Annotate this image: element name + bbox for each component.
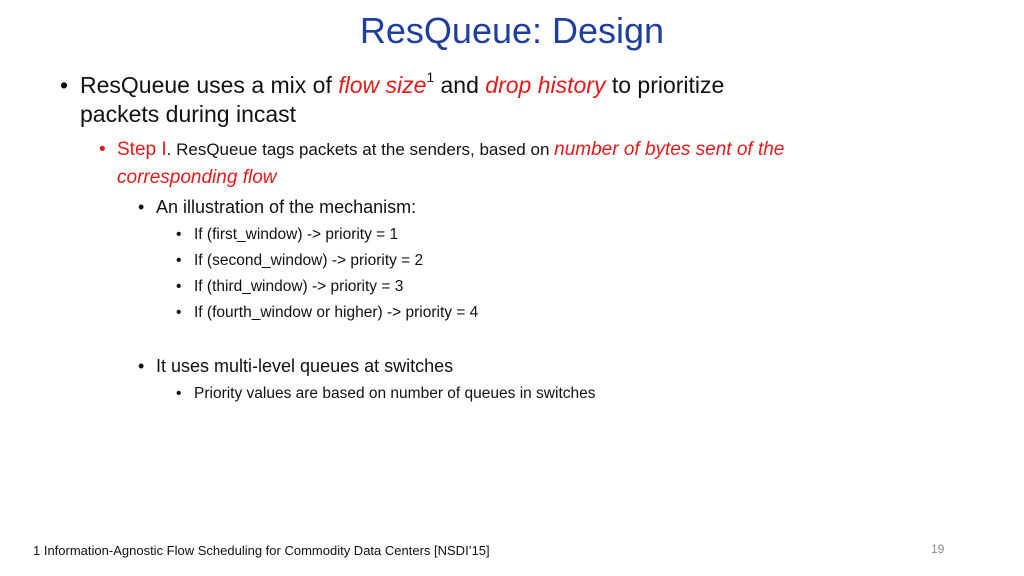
drop-history-emphasis: drop history [485, 72, 606, 98]
bullet-dot: • [176, 304, 182, 321]
bullet-dot: • [99, 139, 106, 160]
bullet-dot: • [138, 197, 145, 217]
bullet-dot: • [176, 252, 182, 269]
illustration-heading: An illustration of the mechanism: [156, 197, 417, 217]
queues-heading: It uses multi-level queues at switches [156, 356, 454, 376]
bullet-dot: • [60, 72, 69, 98]
step-label: Step I [117, 139, 167, 160]
slide-title: ResQueue: Design [359, 10, 665, 51]
main-bullet-text: and [434, 72, 486, 98]
priority-rule: If (second_window) -> priority = 2 [194, 252, 424, 269]
main-bullet-text: ResQueue uses a mix of [80, 72, 339, 98]
step-one-line-2: corresponding flow [117, 167, 277, 188]
bullet-dot: • [176, 226, 182, 243]
flow-size-emphasis: flow size [338, 72, 427, 98]
bullet-dot: • [138, 356, 145, 376]
bullet-dot: • [176, 278, 182, 295]
priority-rule: If (third_window) -> priority = 3 [194, 278, 404, 295]
page-number: 19 [931, 542, 945, 556]
step-emphasis: number of bytes sent of the [554, 139, 785, 160]
main-bullet-text: to prioritize [605, 72, 725, 98]
main-bullet-line-2: packets during incast [80, 101, 297, 127]
priority-rule: If (first_window) -> priority = 1 [194, 226, 399, 243]
step-one-line-1 [117, 139, 784, 161]
bullet-dot: • [176, 385, 182, 402]
footnote: 1 Information-Agnostic Flow Scheduling for Commodity Data Centers [NSDI’15] [33, 543, 490, 558]
main-bullet-line-1 [80, 72, 724, 99]
queues-detail: Priority values are based on number of queues in switches [194, 385, 596, 402]
footnote-ref: 1 [426, 70, 435, 86]
priority-rule: If (fourth_window or higher) -> priority = 4 [194, 304, 479, 321]
step-text: . ResQueue tags packets at the senders, based on [166, 140, 555, 159]
